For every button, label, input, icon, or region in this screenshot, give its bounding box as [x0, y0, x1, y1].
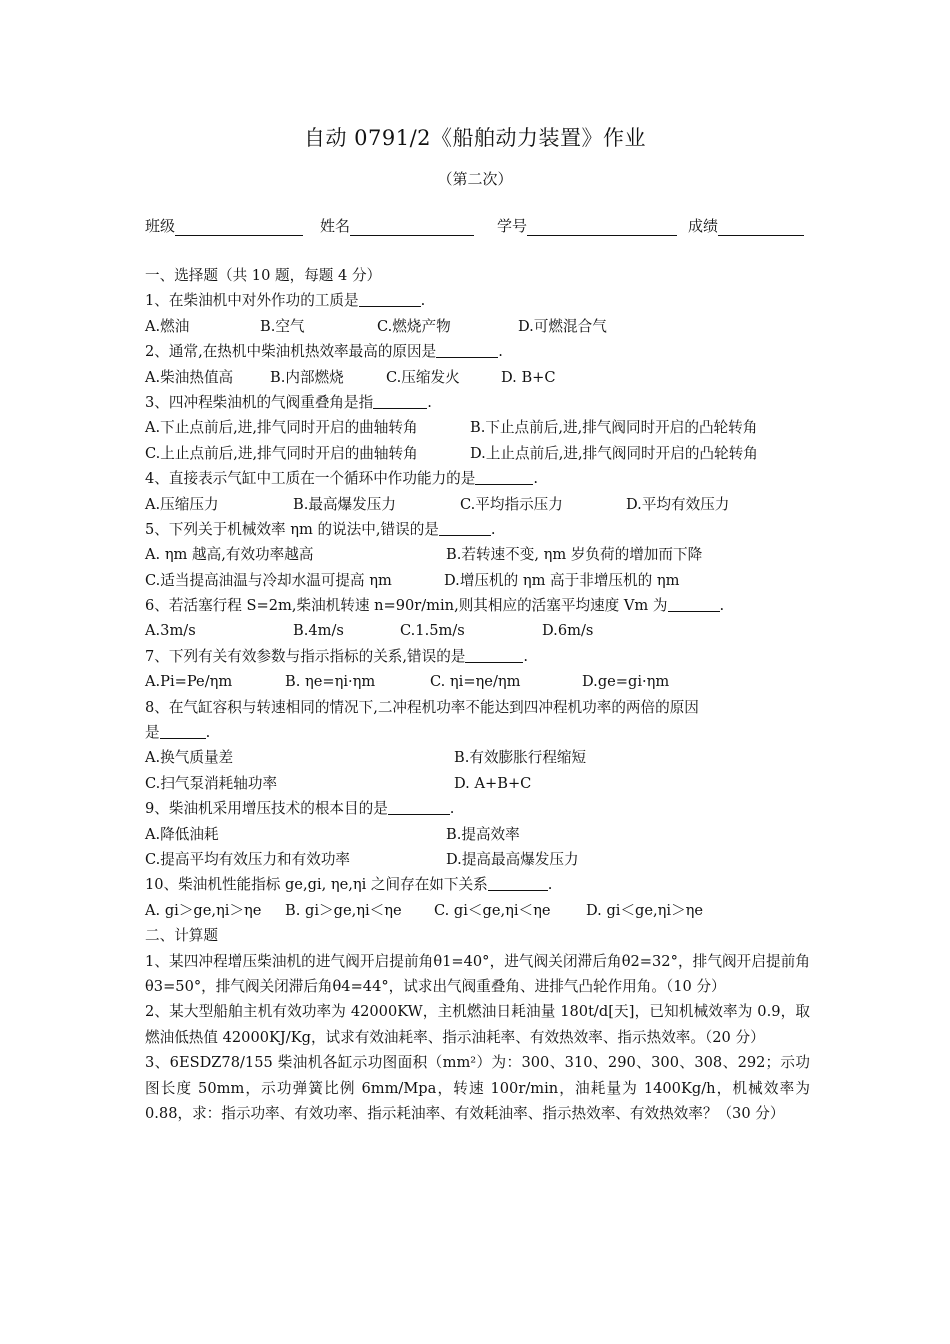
- question-8-stem: 8、在气缸容积与转速相同的情况下,二冲程机功率不能达到四冲程机功率的两倍的原因: [145, 698, 699, 716]
- option-c[interactable]: C.1.5m/s: [400, 622, 465, 640]
- answer-blank[interactable]: [488, 874, 548, 891]
- question-9-options-ab: [145, 822, 810, 847]
- score-blank[interactable]: [718, 218, 804, 236]
- student-id-label: 学号: [497, 217, 528, 235]
- option-a[interactable]: A.柴油热值高: [145, 368, 234, 386]
- question-8-continued: [145, 720, 810, 745]
- document-title: 自动 0791/2《船舶动力装置》作业: [303, 126, 647, 150]
- answer-blank[interactable]: [359, 290, 421, 307]
- option-b[interactable]: B.最高爆发压力: [293, 495, 396, 513]
- class-field[interactable]: [145, 215, 303, 236]
- question-4: [145, 466, 810, 491]
- option-a[interactable]: A.压缩压力: [145, 495, 219, 513]
- question-content: [145, 263, 810, 1126]
- option-c[interactable]: C.压缩发火: [386, 368, 460, 386]
- punctuation: .: [719, 597, 725, 615]
- answer-blank[interactable]: [388, 798, 450, 815]
- student-id-field[interactable]: [497, 215, 677, 236]
- answer-blank[interactable]: [439, 519, 491, 536]
- option-c[interactable]: C.平均指示压力: [460, 495, 563, 513]
- option-d[interactable]: D.平均有效压力: [626, 495, 730, 513]
- question-3-options-ab: [145, 415, 810, 440]
- punctuation: .: [523, 647, 529, 665]
- question-9-options-cd: [145, 847, 810, 872]
- option-b[interactable]: B.若转速不变, ηm 岁负荷的增加而下降: [446, 546, 703, 564]
- question-9: [145, 796, 810, 821]
- question-5-options-ab: [145, 542, 810, 567]
- punctuation: .: [205, 724, 211, 742]
- question-9-stem: 9、柴油机采用增压技术的根本目的是: [145, 800, 388, 818]
- answer-blank[interactable]: [668, 595, 720, 612]
- option-c[interactable]: C. gi＜ge,ηi＜ηe: [434, 901, 551, 919]
- option-a[interactable]: A. gi＞ge,ηi＞ηe: [145, 901, 262, 919]
- option-c[interactable]: C.适当提高油温与冷却水温可提高 ηm: [145, 571, 392, 589]
- option-d[interactable]: D.ge=gi·ηm: [582, 673, 670, 691]
- option-c[interactable]: C.提高平均有效压力和有效功率: [145, 850, 351, 868]
- question-10-stem: 10、柴油机性能指标 ge,gi, ηe,ηi 之间存在如下关系: [145, 876, 488, 894]
- question-7-stem: 7、下列有关有效参数与指示指标的关系,错误的是: [145, 647, 466, 665]
- question-10: [145, 872, 810, 897]
- option-d[interactable]: D.上止点前后,进,排气阀同时开启的凸轮转角: [470, 444, 758, 462]
- question-7: [145, 644, 810, 669]
- option-b[interactable]: B.下止点前后,进,排气阀同时开启的凸轮转角: [470, 419, 758, 437]
- option-a[interactable]: A.降低油耗: [145, 825, 219, 843]
- punctuation: .: [490, 520, 496, 538]
- section2-heading: 二、计算题: [145, 927, 218, 945]
- problem-1: 1、某四冲程增压柴油机的进气阀开启提前角θ1=40°，进气阀关闭滞后角θ2=32°，排气阀开启提前角θ3=50°，排气阀关闭滞后角θ4=44°，试求出气阀重叠角、进排气凸轮作用角。（10 分）: [145, 952, 810, 995]
- question-6: [145, 593, 810, 618]
- question-1-stem: 1、在柴油机中对外作功的工质是: [145, 292, 359, 310]
- question-2-stem: 2、通常,在热机中柴油机热效率最高的原因是: [145, 343, 437, 361]
- option-d[interactable]: D. gi＜ge,ηi＞ηe: [586, 901, 704, 919]
- question-8-stem-continued: 是: [145, 724, 160, 742]
- question-4-stem: 4、直接表示气缸中工质在一个循环中作功能力的是: [145, 470, 476, 488]
- question-8-options-ab: [145, 745, 810, 770]
- option-d[interactable]: D. A+B+C: [454, 774, 532, 792]
- option-d[interactable]: D.可燃混合气: [518, 317, 607, 335]
- answer-blank[interactable]: [160, 722, 206, 739]
- class-blank[interactable]: [175, 218, 303, 236]
- option-b[interactable]: B.有效膨胀行程缩短: [454, 749, 587, 767]
- option-b[interactable]: B.提高效率: [446, 825, 520, 843]
- answer-blank[interactable]: [475, 468, 533, 485]
- question-1: [145, 288, 810, 313]
- question-4-options: [145, 492, 810, 517]
- punctuation: .: [420, 292, 426, 310]
- answer-blank[interactable]: [465, 646, 523, 663]
- option-d[interactable]: D.提高最高爆发压力: [446, 850, 579, 868]
- question-5-stem: 5、下列关于机械效率 ηm 的说法中,错误的是: [145, 520, 439, 538]
- option-d[interactable]: D.增压机的 ηm 高于非增压机的 ηm: [444, 571, 680, 589]
- name-blank[interactable]: [350, 218, 474, 236]
- question-5: [145, 517, 810, 542]
- score-label: 成绩: [688, 217, 719, 235]
- student-info-row: [145, 215, 810, 241]
- question-8: [145, 695, 810, 720]
- question-2-options: [145, 365, 810, 390]
- problem-3: 3、6ESDZ78/155 柴油机各缸示功图面积（mm²）为：300、310、290、300、308、292；示功图长度 50mm，示功弹簧比例 6mm/Mpa，转速 100r/min，油耗量为 1400Kg/h，机械效率为 0.88，求：指示功率、有效功率、指示耗油率、有效耗油率、指示热效率、有效热效率？（30 分）: [145, 1054, 810, 1122]
- option-b[interactable]: B.空气: [260, 317, 305, 335]
- option-b[interactable]: B.内部燃烧: [270, 368, 344, 386]
- option-b[interactable]: B.4m/s: [293, 622, 344, 640]
- question-10-options: [145, 898, 810, 923]
- option-a[interactable]: A. ηm 越高,有效功率越高: [145, 546, 314, 564]
- punctuation: .: [427, 393, 432, 411]
- question-3: [145, 390, 810, 415]
- punctuation: .: [498, 343, 503, 361]
- section1-heading: 一、选择题（共 10 题，每题 4 分）: [145, 267, 382, 284]
- question-2: [145, 339, 810, 364]
- punctuation: .: [533, 470, 538, 488]
- option-b[interactable]: B. ηe=ηi·ηm: [285, 673, 376, 691]
- question-8-options-cd: [145, 771, 810, 796]
- name-field[interactable]: [320, 215, 474, 236]
- score-field[interactable]: [688, 215, 804, 236]
- option-a[interactable]: A.燃油: [145, 317, 190, 335]
- option-c[interactable]: C.扫气泵消耗轴功率: [145, 774, 278, 792]
- option-c[interactable]: C.上止点前后,进,排气同时开启的曲轴转角: [145, 444, 418, 462]
- option-d[interactable]: D. B+C: [501, 368, 556, 386]
- punctuation: .: [449, 800, 455, 818]
- option-a[interactable]: A.3m/s: [145, 622, 196, 640]
- question-1-options: [145, 314, 810, 339]
- answer-blank[interactable]: [373, 392, 427, 409]
- answer-blank[interactable]: [436, 341, 498, 358]
- question-3-options-cd: [145, 441, 810, 466]
- question-5-options-cd: [145, 568, 810, 593]
- question-6-options: [145, 618, 810, 643]
- problem-2: 2、某大型船舶主机有效功率为 42000KW，主机燃油日耗油量 180t/d[天]，已知机械效率为 0.9，取燃油低热值 42000KJ/Kg，试求有效油耗率、指示油耗率、有效热效率、指示热效率。（20 分）: [145, 1003, 810, 1046]
- question-6-stem: 6、若活塞行程 S=2m,柴油机转速 n=90r/min,则其相应的活塞平均速度 Vm 为: [145, 597, 668, 615]
- punctuation: .: [547, 876, 553, 894]
- class-label: 班级: [145, 217, 176, 235]
- option-a[interactable]: A.下止点前后,进,排气同时开启的曲轴转角: [145, 419, 418, 437]
- name-label: 姓名: [320, 217, 351, 235]
- question-3-stem: 3、四冲程柴油机的气阀重叠角是指: [145, 393, 374, 411]
- option-a[interactable]: A.换气质量差: [145, 749, 234, 767]
- option-c[interactable]: C.燃烧产物: [377, 317, 451, 335]
- question-7-options: [145, 669, 810, 694]
- option-c[interactable]: C. ηi=ηe/ηm: [430, 673, 521, 691]
- option-a[interactable]: A.Pi=Pe/ηm: [145, 673, 233, 691]
- document-subtitle: （第二次）: [437, 170, 513, 188]
- option-d[interactable]: D.6m/s: [542, 622, 594, 640]
- student-id-blank[interactable]: [527, 218, 677, 236]
- option-b[interactable]: B. gi＞ge,ηi＜ηe: [285, 901, 402, 919]
